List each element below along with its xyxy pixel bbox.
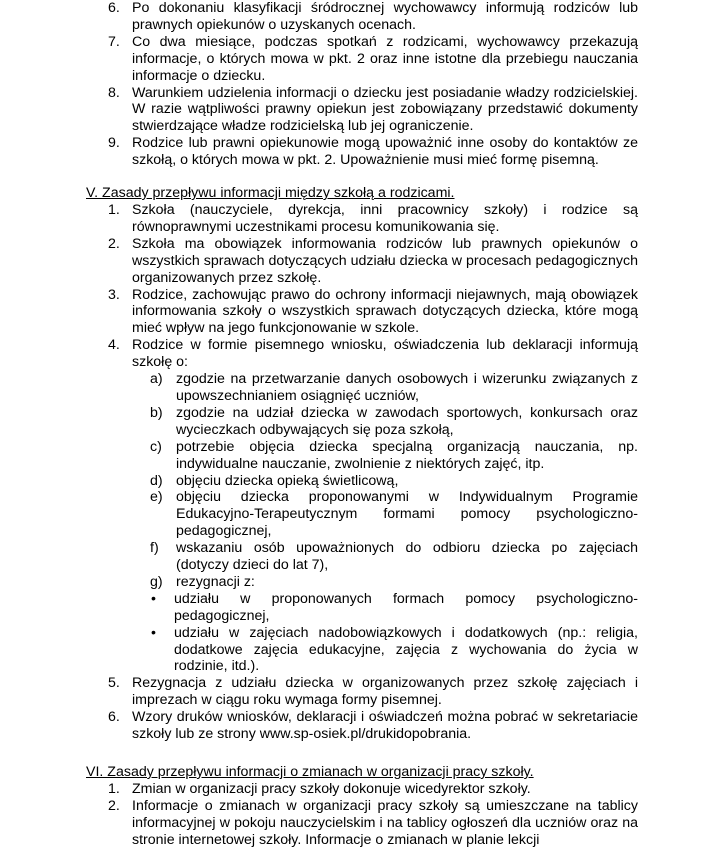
continued-list (0, 0, 724, 169)
sub-item (0, 574, 724, 591)
sub-item-text: objęciu dziecka opieką świetlicową, (176, 472, 399, 489)
list-item (0, 798, 724, 849)
sub-item-text: wskazaniu osób upoważnionych do odbioru dziecka po zajęciach (dotyczy dzieci do lat 7), (176, 540, 638, 574)
item-number: 9. (108, 135, 120, 152)
sub-item (0, 489, 724, 540)
item-number: 5. (108, 675, 120, 692)
item-text: Rodzice lub prawni opiekunowie mogą upoważnić inne osoby do kontaktów ze szkołą, o których mowa w pkt. 2. Upoważnienie musi mieć formę pisemną. (132, 135, 638, 169)
list-item (0, 781, 724, 798)
item-number: 3. (108, 286, 120, 303)
sub-item (0, 405, 724, 439)
item-number: 8. (108, 84, 120, 101)
item-text: Co dwa miesiące, podczas spotkań z rodzicami, wychowawcy przekazują informacje, o których mowa w pkt. 2 oraz inne istotne dla przebiegu nauczania informacje o dziecku. (132, 33, 638, 84)
item-text: Wzory druków wniosków, deklaracji i oświadczeń można pobrać w sekretariacie szkoły lub ze strony www.sp-osiek.pl/drukidopobrania. (132, 709, 638, 743)
bullet-item (0, 591, 724, 625)
list-item (0, 85, 724, 136)
section-vi-list (0, 781, 724, 849)
bullet-icon: • (151, 590, 156, 607)
sub-item-text: objęciu dziecka proponowanymi w Indywidualnym Programie Edukacyjno-Terapeutycznym formami pomocy psychologiczno-pedagogicznej, (176, 489, 638, 540)
bullet-text: udziału w proponowanych formach pomocy psychologiczno-pedagogicznej, (174, 590, 638, 624)
item-number: 2. (108, 235, 120, 252)
sub-item-letter: d) (150, 472, 163, 489)
section-v-list (0, 202, 724, 743)
sub-item-letter: a) (150, 371, 163, 388)
list-item (0, 675, 724, 709)
section-vi-heading: VI. Zasady przepływu informacji o zmianach w organizacji pracy szkoły. (86, 764, 534, 780)
sub-item (0, 439, 724, 473)
list-item (0, 135, 724, 169)
item-number: 7. (108, 33, 120, 50)
sub-item-text: rezygnacji z: (176, 573, 255, 590)
item-text: Rodzice w formie pisemnego wniosku, oświadczenia lub deklaracji informują szkołę o: (132, 337, 638, 371)
list-item (0, 0, 724, 34)
sub-item-letter: b) (150, 404, 163, 421)
sub-item-letter: g) (150, 573, 163, 590)
list-item (0, 202, 724, 236)
sub-item (0, 540, 724, 574)
sub-item-text: zgodzie na udział dziecka w zawodach sportowych, konkursach oraz wycieczkach odbywających się poza szkołą, (176, 404, 638, 438)
section-v-heading: V. Zasady przepływu informacji między szkołą a rodzicami. (86, 185, 455, 201)
item-text: Szkoła (nauczyciele, dyrekcja, inni pracownicy szkoły) i rodzice są równoprawnymi uczestnikami procesu komunikowania się. (132, 202, 638, 235)
list-item (0, 236, 724, 287)
item-text: Zmian w organizacji pracy szkoły dokonuje wicedyrektor szkoły. (132, 781, 531, 797)
sub-item (0, 473, 724, 490)
item-text: Warunkiem udzielenia informacji o dziecku jest posiadanie władzy rodzicielskiej. W razie wątpliwości prawny opiekun jest zobowiązany przedstawić dokumenty stwierdzające władze rodzicielską lub jej ograniczenie. (132, 84, 638, 135)
list-item (0, 337, 724, 371)
item-text: Szkoła ma obowiązek informowania rodziców lub prawnych opiekunów o wszystkich sprawach dotyczących udziału dziecka w procesach pedagogicznych organizowanych przez szkołę. (132, 235, 638, 286)
sub-item-letter: f) (150, 540, 159, 557)
item-number: 1. (108, 781, 120, 797)
item-text: Po dokonaniu klasyfikacji śródrocznej wychowawcy informują rodziców lub prawnych opiekunów o uzyskanych ocenach. (132, 0, 638, 33)
list-item (0, 34, 724, 85)
sub-item-letter: e) (150, 489, 163, 506)
sub-item-letter: c) (150, 438, 162, 455)
item-text: Rezygnacja z udziału dziecka w organizowanych przez szkołę zajęciach i imprezach w ciągu roku wymaga formy pisemnej. (132, 675, 638, 709)
item-text: Rodzice, zachowując prawo do ochrony informacji niejawnych, mają obowiązek informowania szkoły o wszystkich sprawach dotyczących dziecka, które mogą mieć wpływ na jego funkcjonowanie w szkole. (132, 286, 638, 337)
bullet-item (0, 625, 724, 676)
item-number: 6. (108, 0, 120, 16)
item-number: 4. (108, 337, 120, 354)
bullet-text: udziału w zajęciach nadobowiązkowych i dodatkowych (np.: religia, dodatkowe zajęcia edukacyjne, zajęcia z wychowania do życia w rodzinie, itd.). (174, 624, 638, 675)
item-number: 6. (108, 709, 120, 726)
item-number: 2. (108, 797, 120, 814)
item-number: 1. (108, 202, 120, 218)
list-item (0, 709, 724, 743)
sub-item (0, 371, 724, 405)
sub-item-text: potrzebie objęcia dziecka specjalną organizacją nauczania, np. indywidualne nauczanie, zwolnienie z niektórych zajęć, itp. (176, 438, 638, 472)
item-text: Informacje o zmianach w organizacji pracy szkoły są umieszczane na tablicy informacyjnej w pokoju nauczycielskim i na tablicy ogłoszeń dla uczniów oraz na stronie internetowej szkoły. Informacje o zmianach w planie lekcji (132, 797, 638, 848)
bullet-icon: • (151, 624, 156, 641)
sub-item-text: zgodzie na przetwarzanie danych osobowych i wizerunku związanych z upowszechnianiem osiągnięć uczniów, (176, 371, 638, 404)
list-item (0, 287, 724, 338)
